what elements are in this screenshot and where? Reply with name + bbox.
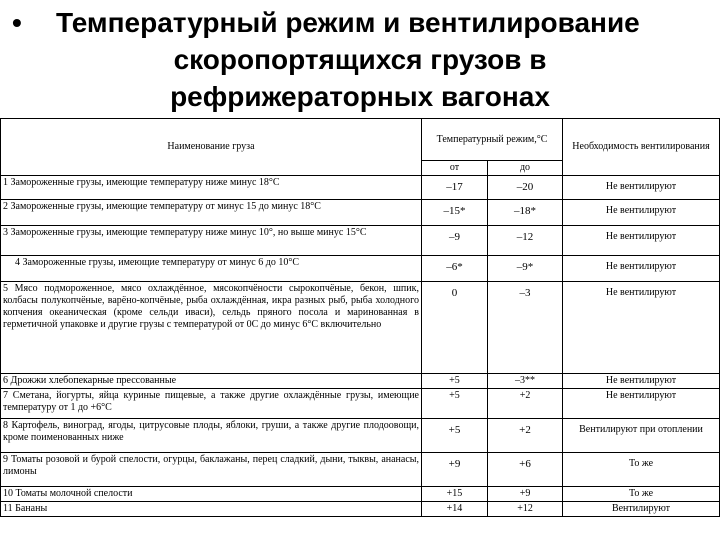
header-cargo-name: Наименование груза xyxy=(1,119,422,176)
table-row xyxy=(1,256,720,282)
temp-from-cell: +14 xyxy=(422,502,488,517)
title-line-2: скоропортящихся грузов в xyxy=(173,44,547,75)
temp-from-cell: –9 xyxy=(422,226,488,256)
ventilation-cell: Не вентилируют xyxy=(563,389,720,419)
table-row xyxy=(1,453,720,487)
cargo-name-cell: 8 Картофель, виноград, ягоды, цитрусовые плоды, яблоки, груши, а также другие плодоовощи, кроме поименованных ниже xyxy=(1,419,422,453)
cargo-name-cell: 6 Дрожжи хлебопекарные прессованные xyxy=(1,374,422,389)
title-line-3: рефрижераторных вагонах xyxy=(170,81,550,112)
table-row xyxy=(1,176,720,200)
table-row xyxy=(1,487,720,502)
table-row xyxy=(1,502,720,517)
temp-from-cell: +5 xyxy=(422,419,488,453)
ventilation-cell: То же xyxy=(563,453,720,487)
header-to: до xyxy=(488,161,563,176)
temp-to-cell: –9* xyxy=(488,256,563,282)
cargo-temperature-table xyxy=(0,118,720,517)
table-row xyxy=(1,226,720,256)
ventilation-cell: Не вентилируют xyxy=(563,200,720,226)
table-row xyxy=(1,282,720,374)
ventilation-cell: Не вентилируют xyxy=(563,374,720,389)
temp-to-cell: –12 xyxy=(488,226,563,256)
cargo-name-cell: 1 Замороженные грузы, имеющие температуру ниже минус 18°С xyxy=(1,176,422,200)
temp-from-cell: +5 xyxy=(422,389,488,419)
ventilation-cell: Вентилируют xyxy=(563,502,720,517)
temp-to-cell: –20 xyxy=(488,176,563,200)
temp-to-cell: +6 xyxy=(488,453,563,487)
table-row xyxy=(1,419,720,453)
header-ventilation: Необходимость вентилирования xyxy=(563,119,720,176)
temp-from-cell: –15* xyxy=(422,200,488,226)
cargo-name-cell: 2 Замороженные грузы, имеющие температуру от минус 15 до минус 18°С xyxy=(1,200,422,226)
cargo-name-cell: 5 Мясо подмороженное, мясо охлаждённое, мясокопчёности сырокопчёные, бекон, шпик, колбасы полукопчёные, варёно-копчёные, рыба охлаждённая, икра разных рыб, рыба холодного копчения океаническая (кроме сельди иваси), сельдь пряного посола и маринованная в герметичной упаковке и другие грузы с температурой от 0С до минус 6°С включительно xyxy=(1,282,422,374)
ventilation-cell: Не вентилируют xyxy=(563,176,720,200)
title-line-1: Температурный режим и вентилирование xyxy=(56,7,640,38)
temp-to-cell: +9 xyxy=(488,487,563,502)
temp-from-cell: +9 xyxy=(422,453,488,487)
cargo-name-cell: 11 Бананы xyxy=(1,502,422,517)
ventilation-cell: Вентилируют при отоплении xyxy=(563,419,720,453)
cargo-name-cell: 7 Сметана, йогурты, яйца куриные пищевые, а также другие охлаждённые грузы, имеющие температуру от 1 до +6°С xyxy=(1,389,422,419)
cargo-name-cell: 9 Томаты розовой и бурой спелости, огурцы, баклажаны, перец сладкий, дыни, тыквы, ананасы, лимоны xyxy=(1,453,422,487)
temp-to-cell: +12 xyxy=(488,502,563,517)
temp-from-cell: +5 xyxy=(422,374,488,389)
ventilation-cell: Не вентилируют xyxy=(563,226,720,256)
ventilation-cell: Не вентилируют xyxy=(563,282,720,374)
temp-from-cell: 0 xyxy=(422,282,488,374)
cargo-name-cell: 4 Замороженные грузы, имеющие температуру от минус 6 до 10°С xyxy=(1,256,422,282)
title-bullet: • xyxy=(12,7,22,38)
header-temp-regime: Температурный режим,°С xyxy=(422,119,563,161)
table-row xyxy=(1,389,720,419)
temp-from-cell: +15 xyxy=(422,487,488,502)
ventilation-cell: Не вентилируют xyxy=(563,256,720,282)
temp-to-cell: –3 xyxy=(488,282,563,374)
cargo-name-cell: 10 Томаты молочной спелости xyxy=(1,487,422,502)
temp-to-cell: –18* xyxy=(488,200,563,226)
cargo-name-cell: 3 Замороженные грузы, имеющие температуру ниже минус 10°, но выше минус 15°С xyxy=(1,226,422,256)
table-row xyxy=(1,374,720,389)
temp-from-cell: –6* xyxy=(422,256,488,282)
table-header-row xyxy=(1,119,720,161)
temp-to-cell: +2 xyxy=(488,419,563,453)
temp-to-cell: –3** xyxy=(488,374,563,389)
temp-to-cell: +2 xyxy=(488,389,563,419)
table-row xyxy=(1,200,720,226)
header-from: от xyxy=(422,161,488,176)
temp-from-cell: –17 xyxy=(422,176,488,200)
ventilation-cell: То же xyxy=(563,487,720,502)
